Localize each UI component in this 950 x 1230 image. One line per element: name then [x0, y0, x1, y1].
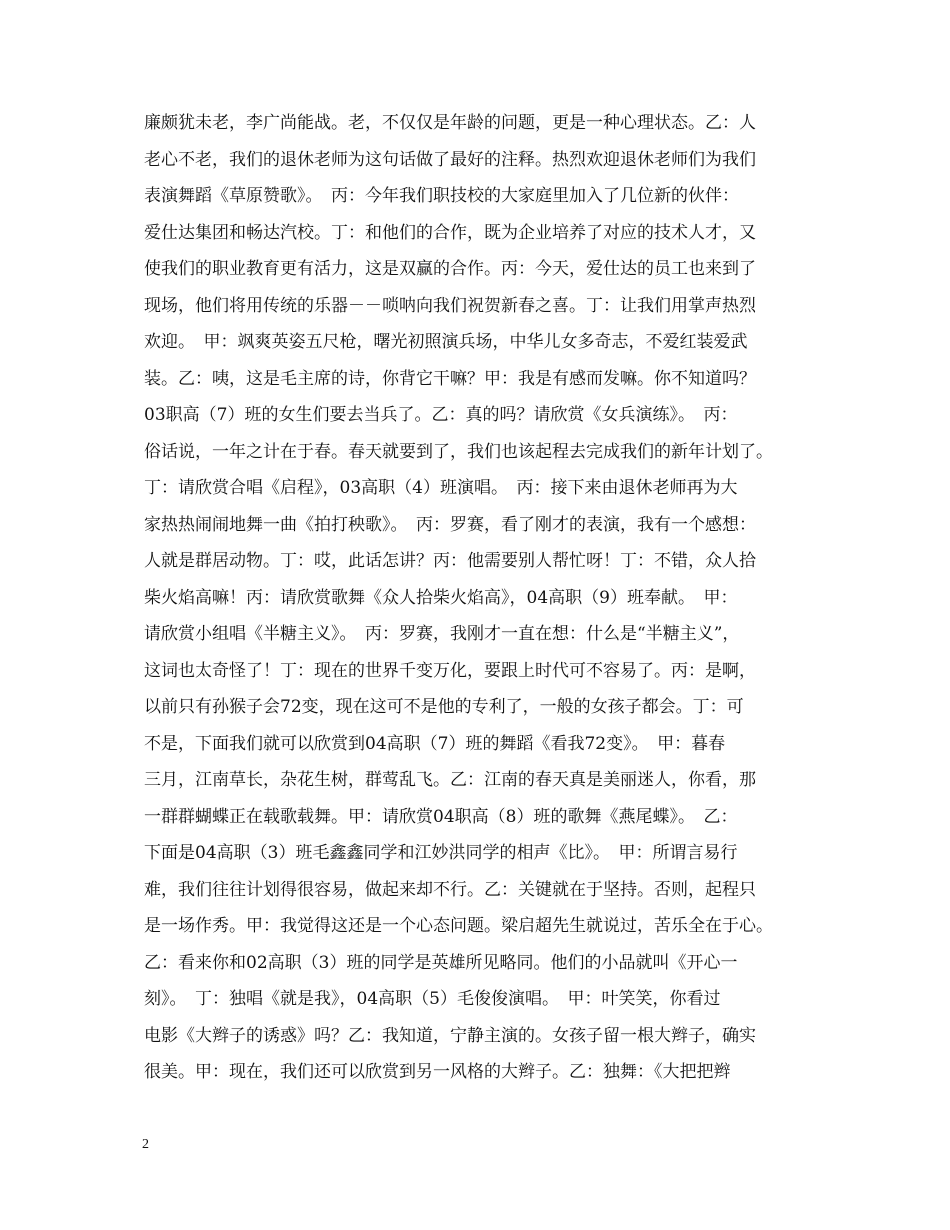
body-text — [144, 105, 824, 1091]
text-line: 丁：请欣赏合唱《启程》，03高职（4）班演唱。 丙：接下来由退休老师再为大 — [144, 478, 738, 498]
text-line: 欢迎。 甲：飒爽英姿五尺枪，曙光初照演兵场，中华儿女多奇志，不爱红装爱武 — [144, 332, 748, 352]
text-line: 很美。甲：现在，我们还可以欣赏到另一风格的大辫子。乙：独舞：《大把把辫 — [144, 1062, 731, 1082]
page-number: 2 — [142, 1137, 149, 1152]
text-line: 一群群蝴蝶正在载歌载舞。甲：请欣赏04职高（8）班的歌舞《燕尾蝶》。 乙： — [144, 806, 738, 827]
text-line: 装。乙：咦，这是毛主席的诗，你背它干嘛？甲：我是有感而发嘛。你不知道吗？ — [144, 368, 756, 389]
text-line: 家热热闹闹地舞一曲《拍打秧歌》。 丙：罗赛，看了刚才的表演，我有一个感想： — [144, 514, 756, 535]
text-line: 刻》。 丁：独唱《就是我》，04高职（5）毛俊俊演唱。 甲：叶笑笑，你看过 — [144, 989, 721, 1009]
text-line: 请欣赏小组唱《半糖主义》。 丙：罗赛，我刚才一直在想：什么是“半糖主义”， — [144, 624, 740, 644]
text-line: 电影《大辫子的诱惑》吗？乙：我知道，宁静主演的。女孩子留一根大辫子，确实 — [144, 1025, 756, 1046]
text-line: 是一场作秀。甲：我觉得这还是一个心态问题。梁启超先生就说过，苦乐全在于心。 — [144, 916, 773, 936]
text-line: 表演舞蹈《草原赞歌》。 丙：今年我们职技校的大家庭里加入了几位新的伙伴： — [144, 186, 739, 206]
text-line: 三月，江南草长，杂花生树，群莺乱飞。乙：江南的春天真是美丽迷人，你看，那 — [144, 770, 756, 790]
text-line: 现场，他们将用传统的乐器－－唢呐向我们祝贺新春之喜。丁：让我们用掌声热烈 — [144, 295, 756, 316]
text-line: 廉颇犹未老，李广尚能战。老，不仅仅是年龄的问题，更是一种心理状态。乙：人 — [144, 113, 756, 133]
text-line: 以前只有孙猴子会72变，现在这可不是他的专利了，一般的女孩子都会。丁：可 — [144, 697, 744, 717]
text-line: 难，我们往往计划得很容易，做起来却不行。乙：关键就在于坚持。否则，起程只 — [144, 879, 756, 900]
text-line: 俗话说，一年之计在于春。春天就要到了，我们也该起程去完成我们的新年计划了。 — [144, 441, 773, 462]
text-line: 03职高（7）班的女生们要去当兵了。乙：真的吗？请欣赏《女兵演练》。 丙： — [144, 405, 738, 425]
text-line: 爱仕达集团和畅达汽校。丁：和他们的合作，既为企业培养了对应的技术人才，又 — [144, 222, 756, 243]
text-line: 人就是群居动物。丁：哎，此话怎讲？丙：他需要别人帮忙呀！丁：不错，众人拾 — [144, 551, 756, 571]
text-line: 柴火焰高嘛！丙：请欣赏歌舞《众人拾柴火焰高》，04高职（9）班奉献。 甲： — [144, 587, 738, 608]
text-line: 老心不老，我们的退休老师为这句话做了最好的注释。热烈欢迎退休老师们为我们 — [144, 149, 756, 170]
text-line: 下面是04高职（3）班毛鑫鑫同学和江妙洪同学的相声《比》。 甲：所谓言易行 — [144, 843, 738, 863]
text-line: 乙：看来你和02高职（3）班的同学是英雄所见略同。他们的小品就叫《开心一 — [144, 952, 738, 973]
text-line: 使我们的职业教育更有活力，这是双赢的合作。丙：今天，爱仕达的员工也来到了 — [144, 259, 756, 279]
text-line: 这词也太奇怪了！丁：现在的世界千变万化，要跟上时代可不容易了。丙：是啊， — [144, 660, 756, 681]
text-line: 不是，下面我们就可以欣赏到04高职（7）班的舞蹈《看我72变》。 甲：暮春 — [144, 733, 726, 754]
